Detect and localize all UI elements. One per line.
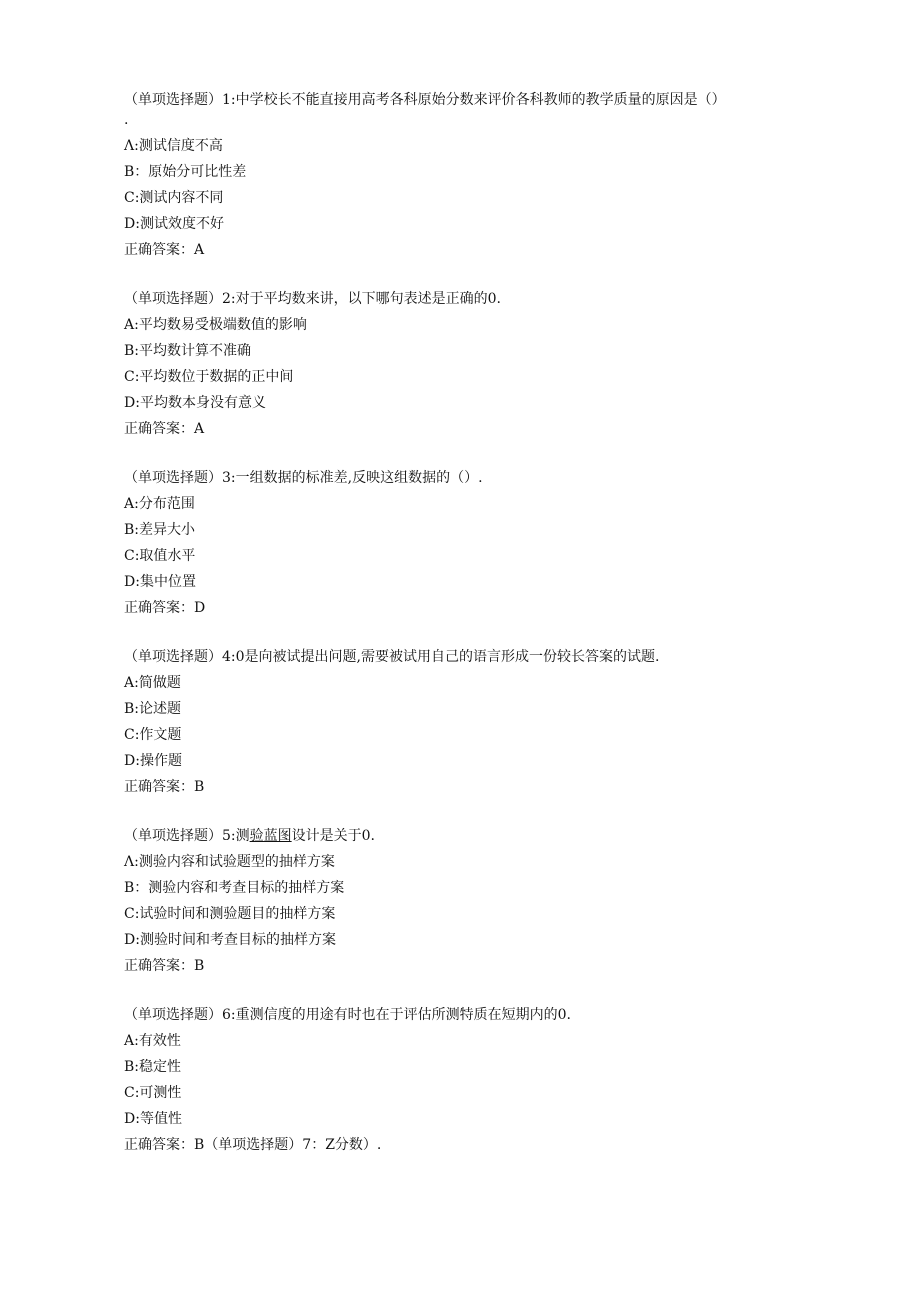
- question-3-stem: （单项选择题）3:一组数据的标准差,反映这组数据的（）.: [124, 470, 483, 486]
- question-2-option-a: A:平均数易受极端数值的影响: [124, 317, 307, 333]
- question-2-stem: （单项选择题）2:对于平均数来讲，以下哪句表述是正确的0.: [124, 291, 501, 307]
- question-2-option-c: C:平均数位于数据的正中间: [124, 369, 294, 385]
- question-3-option-a: A:分布范围: [124, 496, 195, 512]
- question-4-option-c: C:作文题: [124, 727, 182, 743]
- question-3-option-d: D:集中位置: [124, 574, 196, 590]
- question-1-stem: （单项选择题）1:中学校长不能直接用高考各科原始分数来评价各科教师的教学质量的原因是（）: [124, 92, 726, 108]
- question-6-stem: （单项选择题）6:重测信度的用途有时也在于评估所测特质在短期内的0.: [124, 1007, 571, 1023]
- question-3-answer: 正确答案：D: [124, 600, 206, 616]
- question-5-option-d: D:测验时间和考查目标的抽样方案: [124, 932, 336, 948]
- question-5-stem-prefix: （单项选择题）5:测: [124, 828, 250, 844]
- question-1-stem-continuation: .: [124, 112, 129, 128]
- question-6-option-c: C:可测性: [124, 1085, 182, 1101]
- question-2-option-b: B:平均数计算不准确: [124, 343, 252, 359]
- question-6-option-b: B:稳定性: [124, 1059, 182, 1075]
- question-6-answer: 正确答案：B（单项选择题）7：Z分数）.: [124, 1137, 382, 1153]
- question-1-answer: 正确答案：A: [124, 242, 205, 258]
- question-4-stem: （单项选择题）4:0是向被试提出问题,需要被试用自己的语言形成一份较长答案的试题.: [124, 649, 660, 665]
- question-5-answer: 正确答案：B: [124, 958, 205, 974]
- question-5-stem-suffix: 设计是关于0.: [291, 828, 375, 844]
- question-5-option-c: C:试验时间和测验题目的抽样方案: [124, 906, 336, 922]
- question-4-option-a: A:简做题: [124, 675, 181, 691]
- question-5-stem-underlined-term: 验蓝图: [249, 828, 292, 844]
- question-5-option-a: Λ:测验内容和试验题型的抽样方案: [124, 854, 335, 870]
- question-2-answer: 正确答案：A: [124, 421, 205, 437]
- question-4-option-b: B:论述题: [124, 701, 182, 717]
- question-6-option-d: D:等值性: [124, 1111, 182, 1127]
- question-4-answer: 正确答案：B: [124, 779, 205, 795]
- question-3-option-c: C:取值水平: [124, 548, 196, 564]
- question-6-option-a: A:有效性: [124, 1033, 181, 1049]
- question-4-option-d: D:操作题: [124, 753, 182, 769]
- question-1-option-a: Λ:测试信度不高: [124, 138, 223, 154]
- question-1-option-d: D:测试效度不好: [124, 216, 224, 232]
- question-1-option-c: C:测试内容不同: [124, 190, 224, 206]
- question-5-stem: [124, 827, 375, 845]
- question-2-option-d: D:平均数本身没有意义: [124, 395, 266, 411]
- question-3-option-b: B:差异大小: [124, 522, 196, 538]
- question-5-option-b: B：测验内容和考查目标的抽样方案: [124, 880, 345, 896]
- question-1-option-b: B：原始分可比性差: [124, 164, 247, 180]
